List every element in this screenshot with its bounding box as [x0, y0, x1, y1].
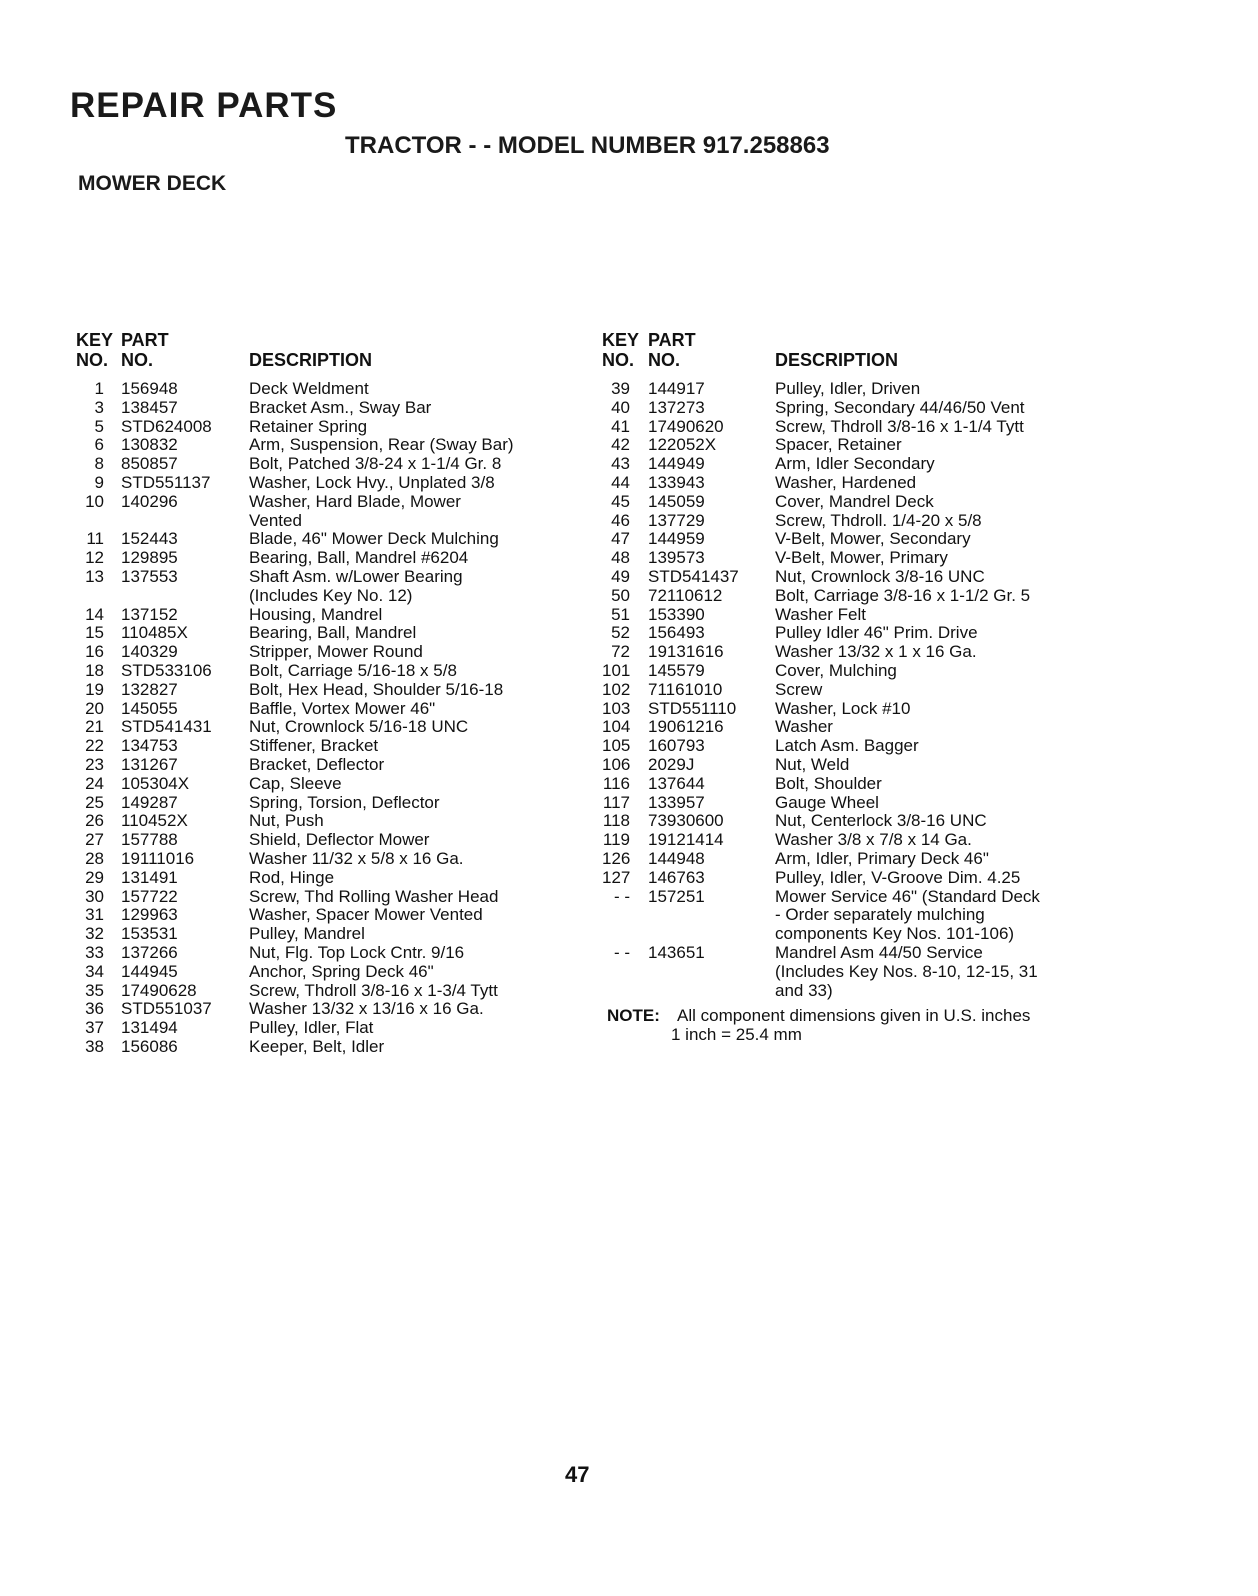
description: V-Belt, Mower, Secondary — [775, 529, 971, 549]
description: Bolt, Patched 3/8-24 x 1-1/4 Gr. 8 — [249, 454, 502, 474]
part-no: 153390 — [648, 604, 705, 624]
description: Spring, Secondary 44/46/50 Vent — [775, 397, 1025, 417]
key-no: 18 — [85, 660, 104, 680]
key-no: 44 — [611, 472, 630, 492]
table-row — [602, 925, 1102, 944]
table-row — [76, 624, 546, 643]
key-no: 1 — [94, 379, 104, 398]
part-no: 17490628 — [121, 980, 197, 1000]
key-no: 32 — [85, 924, 104, 944]
table-row — [602, 982, 1102, 1001]
part-no: 146763 — [648, 867, 705, 887]
key-no: 33 — [85, 942, 104, 962]
table-row — [76, 681, 546, 700]
description: Gauge Wheel — [775, 792, 879, 812]
part-no: 2029J — [648, 754, 695, 774]
description: Washer 13/32 x 1 x 16 Ga. — [775, 642, 977, 662]
description: Arm, Idler Secondary — [775, 454, 935, 474]
description: Screw, Thdroll 3/8-16 x 1-1/4 Tytt — [775, 416, 1024, 436]
description: Stiffener, Bracket — [249, 736, 379, 756]
description: Baffle, Vortex Mower 46" — [249, 698, 436, 718]
table-row — [602, 850, 1102, 869]
description-header: DESCRIPTION — [249, 350, 373, 370]
part-no-header: PART NO. — [121, 330, 169, 370]
table-row — [76, 700, 546, 719]
table-row — [76, 775, 546, 794]
key-no: 15 — [85, 623, 104, 643]
table-row — [602, 549, 1102, 568]
table-row — [602, 812, 1102, 831]
part-no: 143651 — [648, 942, 705, 962]
key-no: 38 — [85, 1036, 104, 1056]
description: Washer 3/8 x 7/8 x 14 Ga. — [775, 830, 972, 850]
table-row — [76, 906, 546, 925]
part-no: 144948 — [648, 848, 705, 868]
table-row — [76, 493, 546, 512]
part-no: 157251 — [648, 886, 705, 906]
key-no: 42 — [611, 435, 630, 455]
part-no: 160793 — [648, 736, 705, 756]
part-no: 140296 — [121, 491, 178, 511]
part-no: 156493 — [648, 623, 705, 643]
part-no: 156086 — [121, 1036, 178, 1056]
part-no: 105304X — [121, 773, 190, 793]
description: Mower Service 46" (Standard Deck — [775, 886, 1040, 906]
part-no: STD533106 — [121, 660, 212, 680]
table-row — [602, 794, 1102, 813]
description: Screw, Thd Rolling Washer Head — [249, 886, 499, 906]
part-no: 144917 — [648, 379, 705, 398]
table-row — [76, 982, 546, 1001]
table-row — [76, 794, 546, 813]
description: (Includes Key No. 12) — [249, 585, 413, 605]
description: Vented — [249, 510, 302, 530]
key-no: 3 — [94, 397, 104, 417]
table-row — [602, 587, 1102, 606]
description: Deck Weldment — [249, 379, 369, 398]
part-no: 129963 — [121, 905, 178, 925]
table-row — [602, 643, 1102, 662]
key-no: 10 — [85, 491, 104, 511]
table-row — [76, 455, 546, 474]
key-no: 8 — [94, 454, 104, 474]
column-header — [602, 330, 1102, 372]
part-no: 19061216 — [648, 717, 724, 737]
description: Stripper, Mower Round — [249, 642, 423, 662]
description: Pulley, Mandrel — [249, 924, 365, 944]
parts-list-left — [76, 330, 546, 1057]
description: Blade, 46" Mower Deck Mulching — [249, 529, 499, 549]
key-no: 26 — [85, 811, 104, 831]
table-row — [602, 399, 1102, 418]
part-no: 156948 — [121, 379, 178, 398]
table-row — [76, 662, 546, 681]
key-no: 102 — [602, 679, 631, 699]
table-row — [76, 643, 546, 662]
description: Nut, Weld — [775, 754, 850, 774]
description: Bolt, Carriage 5/16-18 x 5/8 — [249, 660, 457, 680]
table-row — [76, 888, 546, 907]
table-row — [602, 493, 1102, 512]
description: and 33) — [775, 980, 833, 1000]
key-no: 46 — [611, 510, 630, 530]
key-no: 49 — [611, 566, 630, 586]
part-no: 19111016 — [121, 848, 195, 868]
parts-list-right — [602, 330, 1102, 1046]
description: Bolt, Shoulder — [775, 773, 882, 793]
note — [602, 1006, 1102, 1046]
description: Rod, Hinge — [249, 867, 335, 887]
key-no: 119 — [602, 830, 630, 850]
description: Washer, Lock Hvy., Unplated 3/8 — [249, 472, 495, 492]
key-no: 45 — [611, 491, 630, 511]
description: Shield, Deflector Mower — [249, 830, 430, 850]
table-row — [602, 662, 1102, 681]
description: Cap, Sleeve — [249, 773, 342, 793]
description: Washer Felt — [775, 604, 867, 624]
key-no: - - — [613, 942, 630, 962]
key-no: 11 — [86, 529, 104, 549]
key-no: 12 — [85, 548, 104, 568]
key-no: 52 — [611, 623, 630, 643]
table-row — [76, 925, 546, 944]
part-no: STD551110 — [648, 698, 737, 718]
key-no: 27 — [85, 830, 104, 850]
table-row — [76, 1019, 546, 1038]
description: Screw — [775, 679, 823, 699]
description: Nut, Push — [249, 811, 324, 831]
key-no: 30 — [85, 886, 104, 906]
table-row — [76, 512, 546, 531]
part-no: 130832 — [121, 435, 178, 455]
table-row — [76, 436, 546, 455]
table-row — [602, 380, 1102, 399]
part-no: 137553 — [121, 566, 178, 586]
table-row — [76, 474, 546, 493]
description: Washer, Hardened — [775, 472, 917, 492]
table-row — [602, 512, 1102, 531]
key-no: 22 — [85, 736, 104, 756]
key-no: 40 — [611, 397, 630, 417]
key-no: 39 — [611, 379, 630, 398]
note-text: All component dimensions given in U.S. inches — [677, 1006, 1031, 1026]
table-row — [602, 737, 1102, 756]
part-no: 17490620 — [648, 416, 724, 436]
part-no: 145055 — [121, 698, 178, 718]
table-row — [602, 606, 1102, 625]
part-no: 122052X — [648, 435, 717, 455]
key-no: 37 — [85, 1018, 104, 1038]
model-number-heading: TRACTOR - - MODEL NUMBER 917.258863 — [345, 132, 830, 159]
description: Retainer Spring — [249, 416, 368, 436]
key-no: 16 — [85, 642, 104, 662]
description: Cover, Mulching — [775, 660, 897, 680]
key-no: 103 — [602, 698, 631, 718]
part-no: 19131616 — [648, 642, 724, 662]
part-no: 137729 — [648, 510, 705, 530]
description: Bearing, Ball, Mandrel — [249, 623, 417, 643]
description: Arm, Idler, Primary Deck 46" — [775, 848, 989, 868]
key-no: 106 — [602, 754, 631, 774]
key-no: 116 — [602, 773, 630, 793]
part-no: 131267 — [121, 754, 178, 774]
table-row — [76, 737, 546, 756]
table-row — [76, 418, 546, 437]
table-row — [76, 756, 546, 775]
table-row — [602, 455, 1102, 474]
part-no: 144959 — [648, 529, 705, 549]
key-no: 29 — [85, 867, 104, 887]
part-no: 72110612 — [648, 585, 723, 605]
part-no: STD541437 — [648, 566, 739, 586]
description: (Includes Key Nos. 8-10, 12-15, 31 — [775, 961, 1038, 981]
part-no: 131491 — [121, 867, 178, 887]
table-row — [76, 963, 546, 982]
note-label: NOTE: — [607, 1006, 660, 1026]
description: Washer 13/32 x 13/16 x 16 Ga. — [249, 999, 484, 1019]
key-no: 34 — [85, 961, 104, 981]
description: Washer 11/32 x 5/8 x 16 Ga. — [249, 848, 464, 868]
description: - Order separately mulching — [775, 905, 985, 925]
key-no: 21 — [85, 717, 104, 737]
table-row — [76, 850, 546, 869]
description: Housing, Mandrel — [249, 604, 383, 624]
parts-rows — [76, 380, 546, 1057]
table-row — [76, 549, 546, 568]
key-no-header: KEY NO. — [602, 330, 640, 370]
description: Keeper, Belt, Idler — [249, 1036, 385, 1056]
part-no: 138457 — [121, 397, 178, 417]
part-no-header: PART NO. — [648, 330, 696, 370]
page-title: REPAIR PARTS — [70, 86, 338, 125]
part-no: 144949 — [648, 454, 705, 474]
key-no: 51 — [611, 604, 630, 624]
table-row — [602, 418, 1102, 437]
part-no: 133957 — [648, 792, 705, 812]
table-row — [602, 869, 1102, 888]
part-no: 153531 — [121, 924, 178, 944]
part-no: STD551137 — [121, 472, 211, 492]
part-no: 152443 — [121, 529, 178, 549]
key-no: 24 — [85, 773, 104, 793]
parts-rows — [602, 380, 1102, 1000]
part-no: 131494 — [121, 1018, 178, 1038]
table-row — [602, 963, 1102, 982]
table-row — [76, 944, 546, 963]
description: Washer — [775, 717, 833, 737]
key-no: 117 — [602, 792, 630, 812]
part-no: 134753 — [121, 736, 178, 756]
key-no: 5 — [94, 416, 104, 436]
table-row — [602, 681, 1102, 700]
description: Pulley, Idler, Driven — [775, 379, 921, 398]
description: Screw, Thdroll. 1/4-20 x 5/8 — [775, 510, 982, 530]
table-row — [602, 474, 1102, 493]
table-row — [76, 380, 546, 399]
table-row — [76, 568, 546, 587]
description: Washer, Lock #10 — [775, 698, 911, 718]
description: Latch Asm. Bagger — [775, 736, 919, 756]
key-no: 43 — [611, 454, 630, 474]
description: Spacer, Retainer — [775, 435, 902, 455]
part-no: 73930600 — [648, 811, 724, 831]
part-no: STD624008 — [121, 416, 212, 436]
key-no: 19 — [85, 679, 104, 699]
table-row — [76, 831, 546, 850]
part-no: 145579 — [648, 660, 705, 680]
description: Pulley, Idler, Flat — [249, 1018, 374, 1038]
part-no: 140329 — [121, 642, 178, 662]
part-no: 132827 — [121, 679, 178, 699]
description: Cover, Mandrel Deck — [775, 491, 934, 511]
key-no: 50 — [611, 585, 630, 605]
key-no: 126 — [602, 848, 631, 868]
table-row — [602, 700, 1102, 719]
key-no: 101 — [602, 660, 631, 680]
table-row — [76, 606, 546, 625]
description-header: DESCRIPTION — [775, 350, 899, 370]
key-no: 127 — [602, 867, 631, 887]
description: Pulley, Idler, V-Groove Dim. 4.25 — [775, 867, 1021, 887]
table-row — [76, 1000, 546, 1019]
description: Nut, Flg. Top Lock Cntr. 9/16 — [249, 942, 465, 962]
description: Bolt, Carriage 3/8-16 x 1-1/2 Gr. 5 — [775, 585, 1031, 605]
part-no: 137152 — [121, 604, 178, 624]
key-no: 41 — [611, 416, 630, 436]
key-no: - - — [613, 886, 630, 906]
key-no: 9 — [94, 472, 104, 492]
part-no: 145059 — [648, 491, 705, 511]
table-row — [76, 587, 546, 606]
description: Nut, Centerlock 3/8-16 UNC — [775, 811, 987, 831]
part-no: 157788 — [121, 830, 178, 850]
part-no: 129895 — [121, 548, 178, 568]
key-no-header: KEY NO. — [76, 330, 114, 370]
key-no: 104 — [602, 717, 631, 737]
key-no: 35 — [85, 980, 104, 1000]
description: Washer, Spacer Mower Vented — [249, 905, 483, 925]
key-no: 47 — [611, 529, 630, 549]
part-no: 850857 — [121, 454, 178, 474]
description: Nut, Crownlock 3/8-16 UNC — [775, 566, 985, 586]
description: Nut, Crownlock 5/16-18 UNC — [249, 717, 469, 737]
table-row — [76, 530, 546, 549]
table-row — [602, 530, 1102, 549]
key-no: 31 — [85, 905, 104, 925]
page-number: 47 — [565, 1462, 590, 1487]
table-row — [602, 718, 1102, 737]
table-row — [602, 756, 1102, 775]
table-row — [602, 624, 1102, 643]
key-no: 25 — [85, 792, 104, 812]
table-row — [76, 718, 546, 737]
part-no: 137273 — [648, 397, 705, 417]
note-conversion: 1 inch = 25.4 mm — [671, 1025, 802, 1045]
description: Shaft Asm. w/Lower Bearing — [249, 566, 463, 586]
part-no: 144945 — [121, 961, 178, 981]
table-row — [602, 906, 1102, 925]
description: Spring, Torsion, Deflector — [249, 792, 440, 812]
table-row — [602, 568, 1102, 587]
part-no: 139573 — [648, 548, 705, 568]
key-no: 118 — [602, 811, 630, 831]
part-no: STD541431 — [121, 717, 212, 737]
table-row — [602, 775, 1102, 794]
section-heading: MOWER DECK — [78, 172, 227, 195]
part-no: 157722 — [121, 886, 178, 906]
key-no: 28 — [85, 848, 104, 868]
key-no: 23 — [85, 754, 104, 774]
description: Mandrel Asm 44/50 Service — [775, 942, 983, 962]
key-no: 6 — [94, 435, 104, 455]
description: Arm, Suspension, Rear (Sway Bar) — [249, 435, 514, 455]
key-no: 14 — [85, 604, 104, 624]
key-no: 36 — [85, 999, 104, 1019]
description: V-Belt, Mower, Primary — [775, 548, 948, 568]
key-no: 48 — [611, 548, 630, 568]
table-row — [76, 812, 546, 831]
description: Bracket, Deflector — [249, 754, 385, 774]
description: Washer, Hard Blade, Mower — [249, 491, 461, 511]
description: Bolt, Hex Head, Shoulder 5/16-18 — [249, 679, 504, 699]
part-no: 110485X — [121, 623, 188, 643]
part-no: 133943 — [648, 472, 705, 492]
table-row — [76, 869, 546, 888]
key-no: 105 — [602, 736, 631, 756]
description: Pulley Idler 46" Prim. Drive — [775, 623, 978, 643]
table-row — [602, 888, 1102, 907]
part-no: 137266 — [121, 942, 178, 962]
table-row — [76, 1038, 546, 1057]
part-no: 149287 — [121, 792, 178, 812]
part-no: 71161010 — [648, 679, 723, 699]
table-row — [602, 831, 1102, 850]
column-header — [76, 330, 546, 372]
description: Bearing, Ball, Mandrel #6204 — [249, 548, 469, 568]
table-row — [76, 399, 546, 418]
description: Screw, Thdroll 3/8-16 x 1-3/4 Tytt — [249, 980, 498, 1000]
description: Bracket Asm., Sway Bar — [249, 397, 432, 417]
part-no: 19121414 — [648, 830, 724, 850]
key-no: 20 — [85, 698, 104, 718]
part-no: 137644 — [648, 773, 705, 793]
description: components Key Nos. 101-106) — [775, 924, 1015, 944]
table-row — [602, 436, 1102, 455]
description: Anchor, Spring Deck 46" — [249, 961, 434, 981]
key-no: 13 — [85, 566, 104, 586]
key-no: 72 — [611, 642, 630, 662]
part-no: STD551037 — [121, 999, 212, 1019]
part-no: 110452X — [121, 811, 188, 831]
table-row — [602, 944, 1102, 963]
